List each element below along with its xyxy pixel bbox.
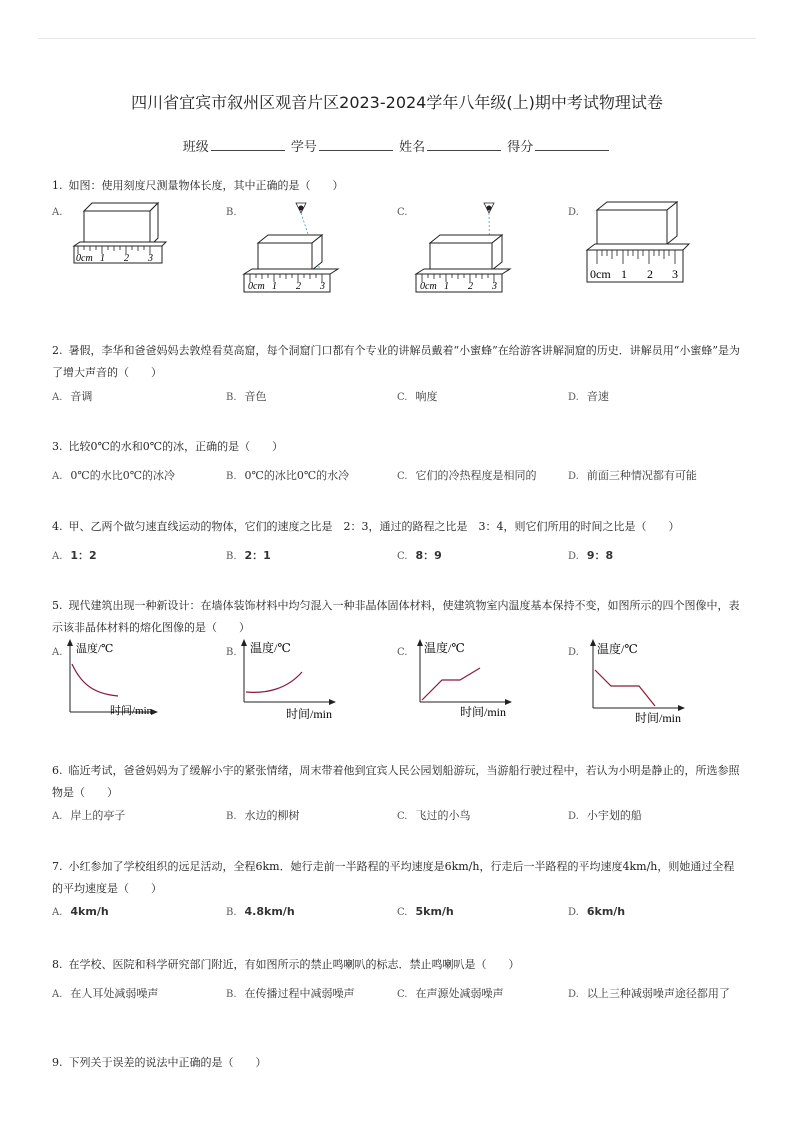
score-label: 得分 [507, 140, 534, 155]
graph-c [412, 638, 522, 722]
question-number: 5. [52, 599, 63, 612]
tick-label: 1 [621, 267, 627, 281]
tick-label: 2 [468, 281, 473, 292]
option-d[interactable]: D. [568, 207, 579, 218]
tick-label: 3 [672, 267, 678, 281]
top-divider [38, 38, 756, 39]
option-b[interactable]: B. 水边的柳树 [226, 809, 300, 822]
option-a[interactable]: A. 在人耳处减弱噪声 [52, 987, 159, 1000]
option-c[interactable]: C. 响度 [397, 390, 438, 403]
question-number: 8. [52, 958, 63, 971]
question-6 [52, 760, 742, 804]
paper-title: 四川省宜宾市叙州区观音片区2023-2024学年八年级(上)期中考试物理试卷 [131, 93, 663, 112]
question-7 [52, 856, 742, 900]
option-a[interactable]: A. 0℃的水比0℃的冰冷 [52, 469, 176, 482]
x-axis-label: 时间/min [635, 711, 682, 725]
option-d[interactable]: D. 前面三种情况都有可能 [568, 469, 697, 482]
graph-d [585, 638, 693, 726]
option-a[interactable]: A. 岸上的亭子 [52, 809, 126, 822]
question-text: 比较0℃的水和0℃的冰，正确的是（ ） [68, 440, 284, 453]
question-number: 3. [52, 440, 63, 453]
question-text: 在学校、医院和科学研究部门附近，有如图所示的禁止鸣喇叭的标志．禁止鸣喇叭是（ ） [68, 958, 520, 971]
option-d[interactable]: D. 小宇划的船 [568, 809, 642, 822]
tick-label: 1 [100, 253, 105, 264]
option-d[interactable]: D. 9：8 [568, 549, 614, 562]
graph-curve [422, 668, 480, 700]
class-blank[interactable] [211, 138, 285, 151]
ruler-figure-b [240, 200, 340, 300]
question-text: 下列关于误差的说法中正确的是（ ） [68, 1056, 267, 1069]
option-a[interactable]: A. 1：2 [52, 549, 97, 562]
option-b[interactable]: B. [226, 647, 237, 658]
id-blank[interactable] [319, 138, 393, 151]
option-c[interactable]: C. 5km/h [397, 905, 454, 918]
question-number: 4. [52, 520, 63, 533]
question-text: 小红参加了学校组织的远足活动，全程6km．她行走前一半路程的平均速度是6km/h，行走后一半路程的平均速度4km/h，则她通过全程的平均速度是（ ） [52, 860, 735, 895]
option-a[interactable]: A. [52, 207, 63, 218]
option-b[interactable]: B. 2：1 [226, 549, 271, 562]
y-axis-label: 温度/℃ [424, 641, 465, 655]
tick-label: 1 [444, 281, 449, 292]
option-d[interactable]: D. 以上三种减弱噪声途径都用了 [568, 987, 730, 1000]
question-number: 9. [52, 1056, 63, 1069]
question-number: 1. [52, 179, 63, 192]
question-number: 7. [52, 860, 63, 873]
graph-curve [72, 664, 118, 696]
x-axis-label: 时间/min [110, 705, 153, 717]
ruler-figure-c [412, 200, 512, 300]
option-d[interactable]: D. 6km/h [568, 905, 626, 918]
question-text: 暑假，李华和爸爸妈妈去敦煌看莫高窟，每个洞窟门口都有个专业的讲解员戴着“小蜜蜂”在给游客讲解洞窟的历史．讲解员用“小蜜蜂”是为了增大声音的（ ） [52, 344, 740, 379]
graph-curve [246, 672, 302, 692]
tick-label: 0cm [248, 281, 265, 292]
option-b[interactable]: B. [226, 207, 237, 218]
question-2 [52, 340, 742, 384]
tick-label: 0cm [420, 281, 437, 292]
graph-a [62, 638, 170, 720]
tick-label: 0cm [76, 253, 93, 264]
option-b[interactable]: B. 在传播过程中减弱噪声 [226, 987, 355, 1000]
option-c[interactable]: C. [397, 647, 408, 658]
y-axis-label: 温度/℃ [250, 641, 291, 655]
option-c[interactable]: C. 在声源处减弱噪声 [397, 987, 504, 1000]
option-c[interactable]: C. 飞过的小鸟 [397, 809, 471, 822]
question-8 [52, 954, 742, 976]
graph-curve [595, 670, 655, 706]
y-axis-label: 温度/℃ [76, 643, 114, 655]
question-text: 甲、乙两个做匀速直线运动的物体，它们的速度之比是 2：3，通过的路程之比是 3：4，则它们所用的时间之比是（ ） [68, 520, 680, 533]
tick-label: 0cm [590, 267, 611, 281]
question-text: 现代建筑出现一种新设计：在墙体装饰材料中均匀混入一种非晶体固体材料，使建筑物室内温度基本保持不变，如图所示的四个图像中，表示该非晶体材料的熔化图像的是（ ） [52, 599, 740, 634]
question-3 [52, 436, 742, 458]
tick-label: 2 [647, 267, 653, 281]
question-text: 如图：使用刻度尺测量物体长度，其中正确的是（ ） [68, 179, 344, 192]
tick-label: 3 [320, 281, 325, 292]
x-axis-label: 时间/min [460, 705, 507, 719]
question-5 [52, 595, 742, 639]
question-text: 临近考试，爸爸妈妈为了缓解小宇的紧张情绪，周末带着他到宜宾人民公园划船游玩，当游船行驶过程中，若认为小明是静止的，所选参照物是（ ） [52, 764, 740, 799]
y-axis-label: 温度/℃ [597, 642, 638, 656]
ruler-figure-a [70, 198, 170, 272]
id-label: 学号 [290, 140, 317, 155]
option-d[interactable]: D. 音速 [568, 390, 609, 403]
question-number: 6. [52, 764, 63, 777]
score-blank[interactable] [535, 138, 609, 151]
graph-b [238, 638, 342, 720]
option-a[interactable]: A. 4km/h [52, 905, 109, 918]
x-axis-label: 时间/min [286, 707, 333, 720]
class-label: 班级 [182, 140, 209, 155]
tick-label: 3 [148, 253, 153, 264]
option-a[interactable]: A. [52, 647, 63, 658]
option-c[interactable]: C. 8：9 [397, 549, 442, 562]
option-c[interactable]: C. 它们的冷热程度是相同的 [397, 469, 537, 482]
name-label: 姓名 [399, 140, 426, 155]
option-c[interactable]: C. [397, 207, 408, 218]
question-9 [52, 1052, 742, 1074]
question-number: 2. [52, 344, 63, 357]
student-info-line [0, 136, 794, 155]
option-d[interactable]: D. [568, 647, 579, 658]
option-b[interactable]: B. 0℃的冰比0℃的水冷 [226, 469, 350, 482]
question-4 [52, 516, 742, 538]
name-blank[interactable] [427, 138, 501, 151]
tick-label: 2 [296, 281, 301, 292]
tick-label: 3 [492, 281, 497, 292]
option-a[interactable]: A. 音调 [52, 390, 93, 403]
option-b[interactable]: B. 音色 [226, 390, 267, 403]
option-b[interactable]: B. 4.8km/h [226, 905, 295, 918]
ruler-figure-d [585, 198, 691, 288]
tick-label: 1 [272, 281, 277, 292]
tick-label: 2 [124, 253, 129, 264]
question-1 [52, 175, 742, 197]
